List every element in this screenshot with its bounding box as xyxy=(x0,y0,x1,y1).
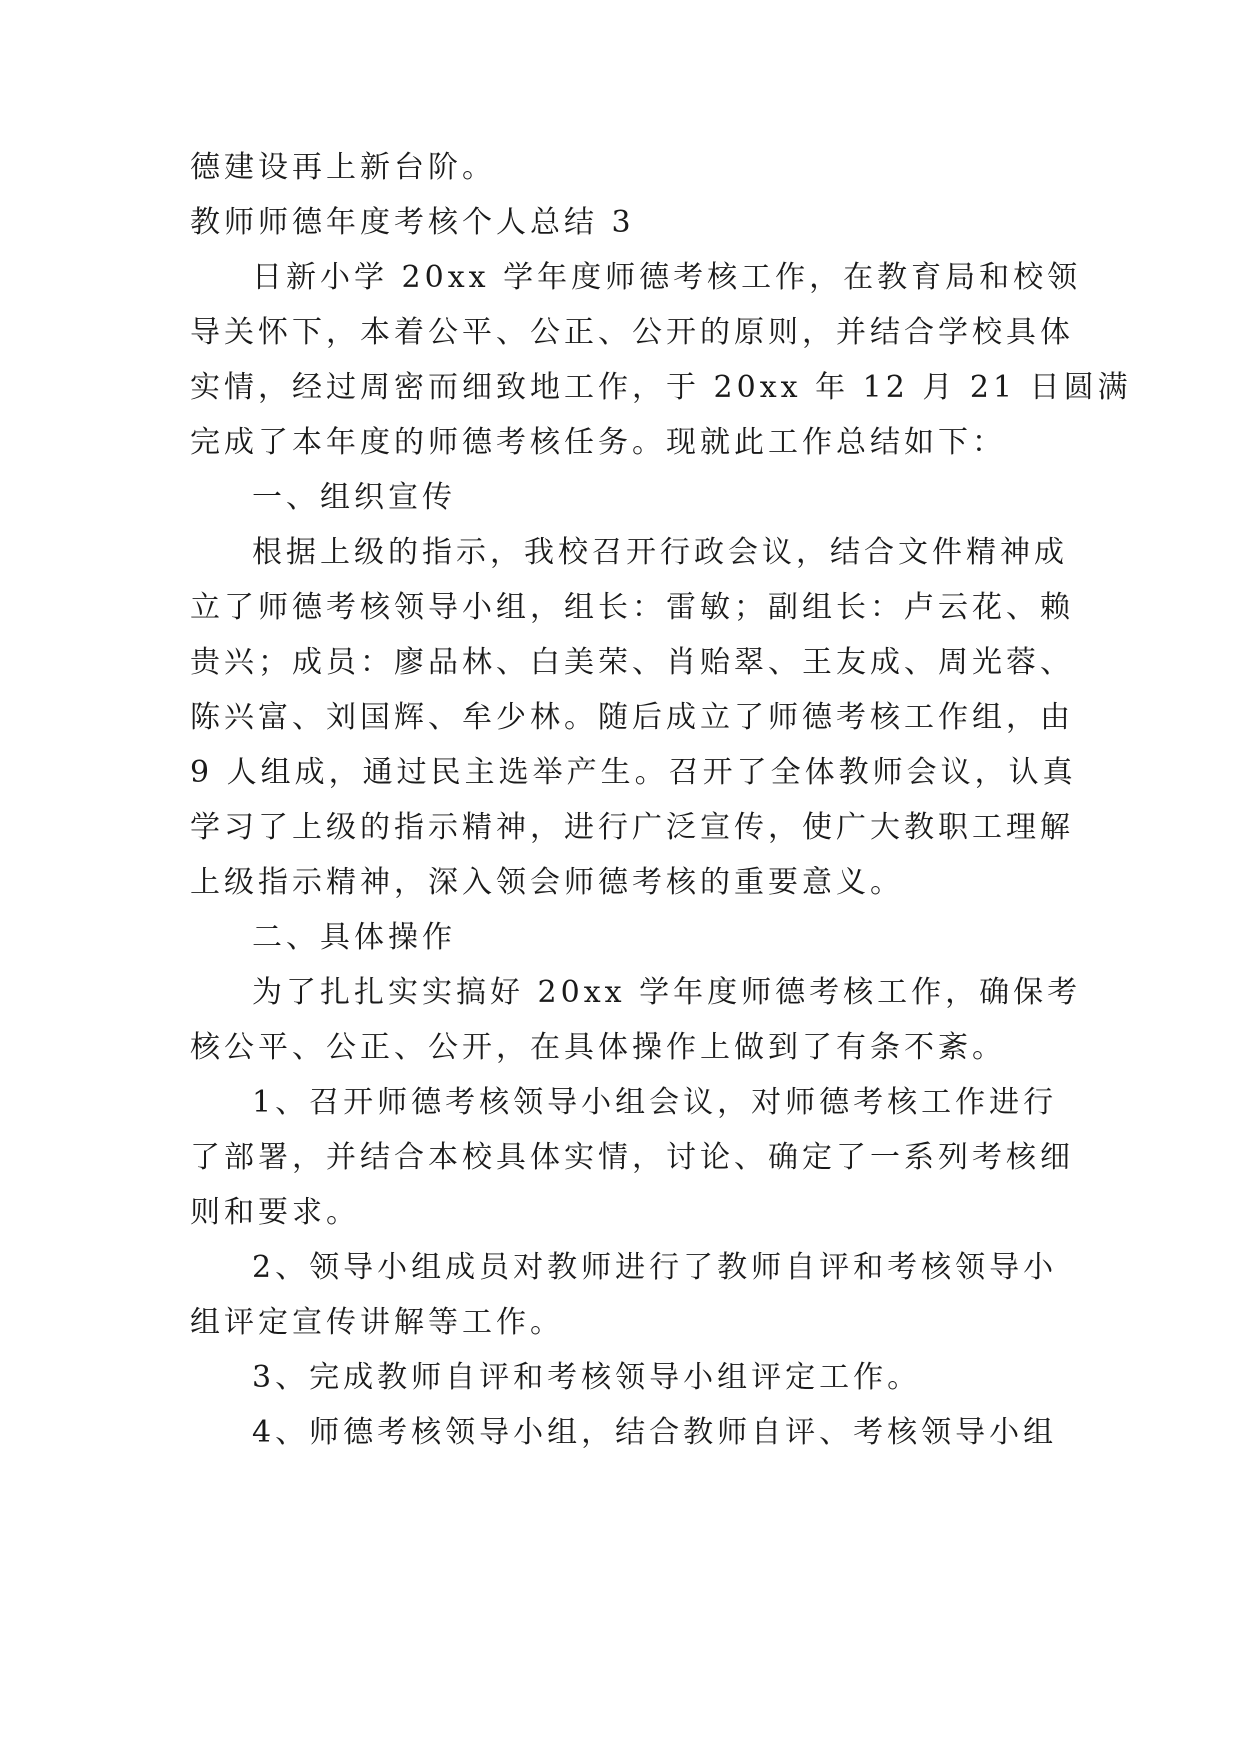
text-line: 核公平、公正、公开，在具体操作上做到了有条不紊。 xyxy=(190,1030,1006,1065)
subheading: 二、具体操作 xyxy=(252,920,456,955)
list-item: 4、师德考核领导小组，结合教师自评、考核领导小组 xyxy=(252,1415,1058,1450)
list-item: 1、召开师德考核领导小组会议，对师德考核工作进行 xyxy=(252,1085,1058,1120)
text-line: 日新小学 20xx 学年度师德考核工作，在教育局和校领 xyxy=(252,260,1082,295)
list-item: 2、领导小组成员对教师进行了教师自评和考核领导小 xyxy=(252,1250,1058,1285)
text-line: 立了师德考核领导小组，组长：雷敏；副组长：卢云花、赖 xyxy=(190,590,1074,625)
list-item: 3、完成教师自评和考核领导小组评定工作。 xyxy=(252,1360,922,1395)
text-line: 了部署，并结合本校具体实情，讨论、确定了一系列考核细 xyxy=(190,1140,1074,1175)
text-line: 贵兴；成员：廖品林、白美荣、肖贻翠、王友成、周光蓉、 xyxy=(190,645,1074,680)
section-title: 教师师德年度考核个人总结 3 xyxy=(190,205,635,240)
subheading: 一、组织宣传 xyxy=(252,480,456,515)
text-line: 上级指示精神，深入领会师德考核的重要意义。 xyxy=(190,865,904,900)
text-line: 9 人组成，通过民主选举产生。召开了全体教师会议，认真 xyxy=(190,755,1077,790)
text-line: 完成了本年度的师德考核任务。现就此工作总结如下： xyxy=(190,425,1006,460)
text-line: 组评定宣传讲解等工作。 xyxy=(190,1305,564,1340)
text-line: 陈兴富、刘国辉、牟少林。随后成立了师德考核工作组，由 xyxy=(190,700,1074,735)
text-line: 根据上级的指示，我校召开行政会议，结合文件精神成 xyxy=(252,535,1068,570)
text-line: 学习了上级的指示精神，进行广泛宣传，使广大教职工理解 xyxy=(190,810,1074,845)
text-line: 导关怀下，本着公平、公正、公开的原则，并结合学校具体 xyxy=(190,315,1074,350)
text-line: 德建设再上新台阶。 xyxy=(190,150,496,185)
text-line: 实情，经过周密而细致地工作，于 20xx 年 12 月 21 日圆满 xyxy=(190,370,1132,405)
text-line: 为了扎扎实实搞好 20xx 学年度师德考核工作，确保考 xyxy=(252,975,1082,1010)
text-line: 则和要求。 xyxy=(190,1195,360,1230)
